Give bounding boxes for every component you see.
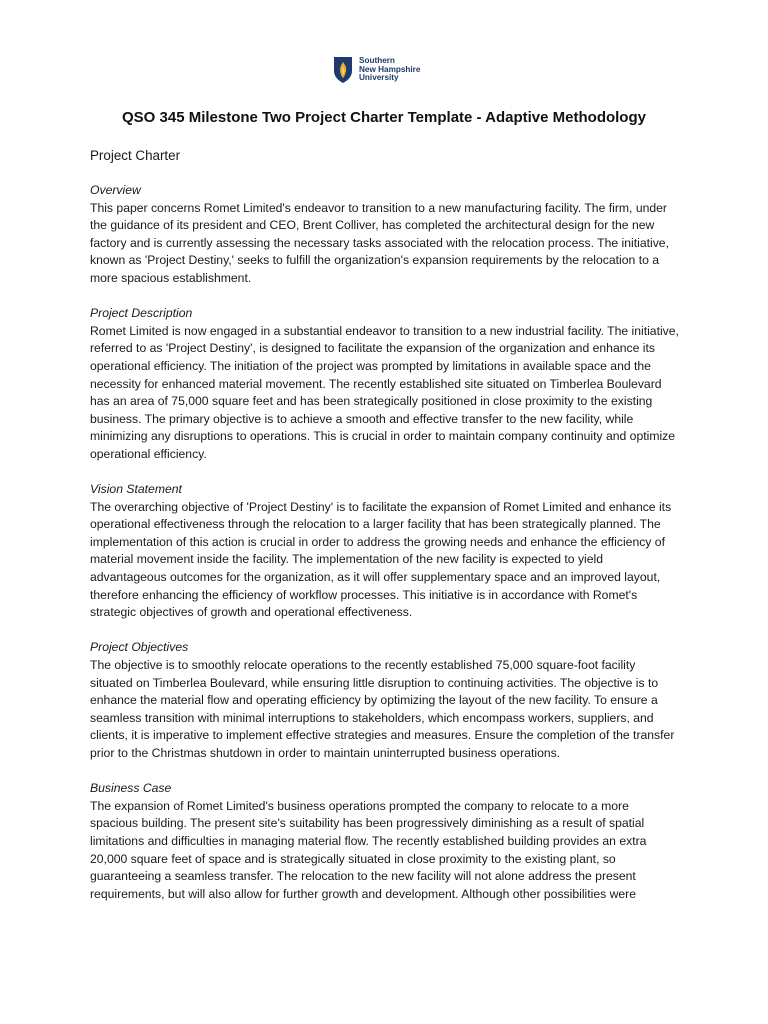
section-body: Romet Limited is now engaged in a substantial endeavor to transition to a new industrial facility. The initiative, referred to as 'Project Destiny', is designed to facilitate the expansion of the organization and enhance its operational efficiency. The initiation of the project was prompted by limitations in available space and the necessity for enhanced material movement. The recently established site situated on Timberlea Boulevard has an area of 75,000 square feet and has been strategically positioned in close proximity to the existing business. The primary objective is to achieve a smooth and effective transfer to the new facility, while minimizing any disruptions to operations. This is crucial in order to maintain company continuity and optimize operational efficiency. (90, 323, 679, 461)
logo-wordmark (359, 57, 420, 83)
section-body: This paper concerns Romet Limited's endeavor to transition to a new manufacturing facility. The firm, under the guidance of its president and CEO, Brent Colliver, has completed the architectural design for the new factory and is currently assessing the necessary tasks associated with the relocation process. The initiative, known as 'Project Destiny,' seeks to fulfill the organization's expansion requirements by the relocation to a more spacious establishment. (90, 200, 669, 285)
section-title: Business Case (90, 781, 172, 796)
section-body: The overarching objective of 'Project Destiny' is to facilitate the expansion of Romet Limited and enhance its operational effectiveness through the relocation to a larger facility that has been strategically planned. The implementation of this action is crucial in order to address the growing needs and enhance the efficiency of material movement inside the facility. The implementation of the new facility is expected to yield advantageous outcomes for the organization, as it will offer supplementary space and an improved layout, therefore enhancing the efficiency of workflow processes. This initiative is in accordance with Romet's strategic objectives of growth and operational effectiveness. (90, 499, 672, 620)
university-logo (333, 56, 420, 84)
document-content (90, 147, 680, 921)
section-overview (90, 182, 680, 288)
section-title: Project Description (90, 306, 193, 321)
section-body: The objective is to smoothly relocate operations to the recently established 75,000 square-foot facility situated on Timberlea Boulevard, while ensuring little disruption to continuing activities. The objective is to enhance the material flow and operating efficiency by optimizing the layout of the new facility. To ensure a seamless transition with minimal interruptions to stakeholders, which encompass workers, suppliers, and clients, it is imperative to implement effective strategies and measures. Ensure the completion of the transfer prior to the Christmas shutdown in order to maintain uninterrupted business operations. (90, 658, 675, 760)
section-title: Vision Statement (90, 482, 182, 497)
section-title: Overview (90, 183, 141, 197)
section-business-case (90, 780, 680, 903)
logo-line-2: New Hampshire (359, 64, 421, 74)
section-project-description (90, 305, 680, 463)
shield-icon (333, 56, 353, 84)
section-vision-statement (90, 481, 680, 622)
section-title: Project Objectives (90, 640, 189, 655)
logo-line-1: Southern (359, 56, 395, 66)
charter-heading: Project Charter (90, 148, 181, 163)
section-body: The expansion of Romet Limited's business operations prompted the company to relocate to a more spacious building. The present site's suitability has been progressively diminishing as a result of spatial limitations and difficulties in managing material flow. The recently established building provides an extra 20,000 square feet of space and is strategically situated in close proximity to the existing plant, so guaranteeing a seamless transfer. The relocation to the new facility will not alone address the present requirements, but will also allow for further growth and development. Although other possibilities were (90, 798, 647, 901)
document-title: QSO 345 Milestone Two Project Charter Template - Adaptive Methodology (122, 109, 646, 126)
section-project-objectives (90, 639, 680, 762)
logo-line-3: University (359, 73, 399, 83)
